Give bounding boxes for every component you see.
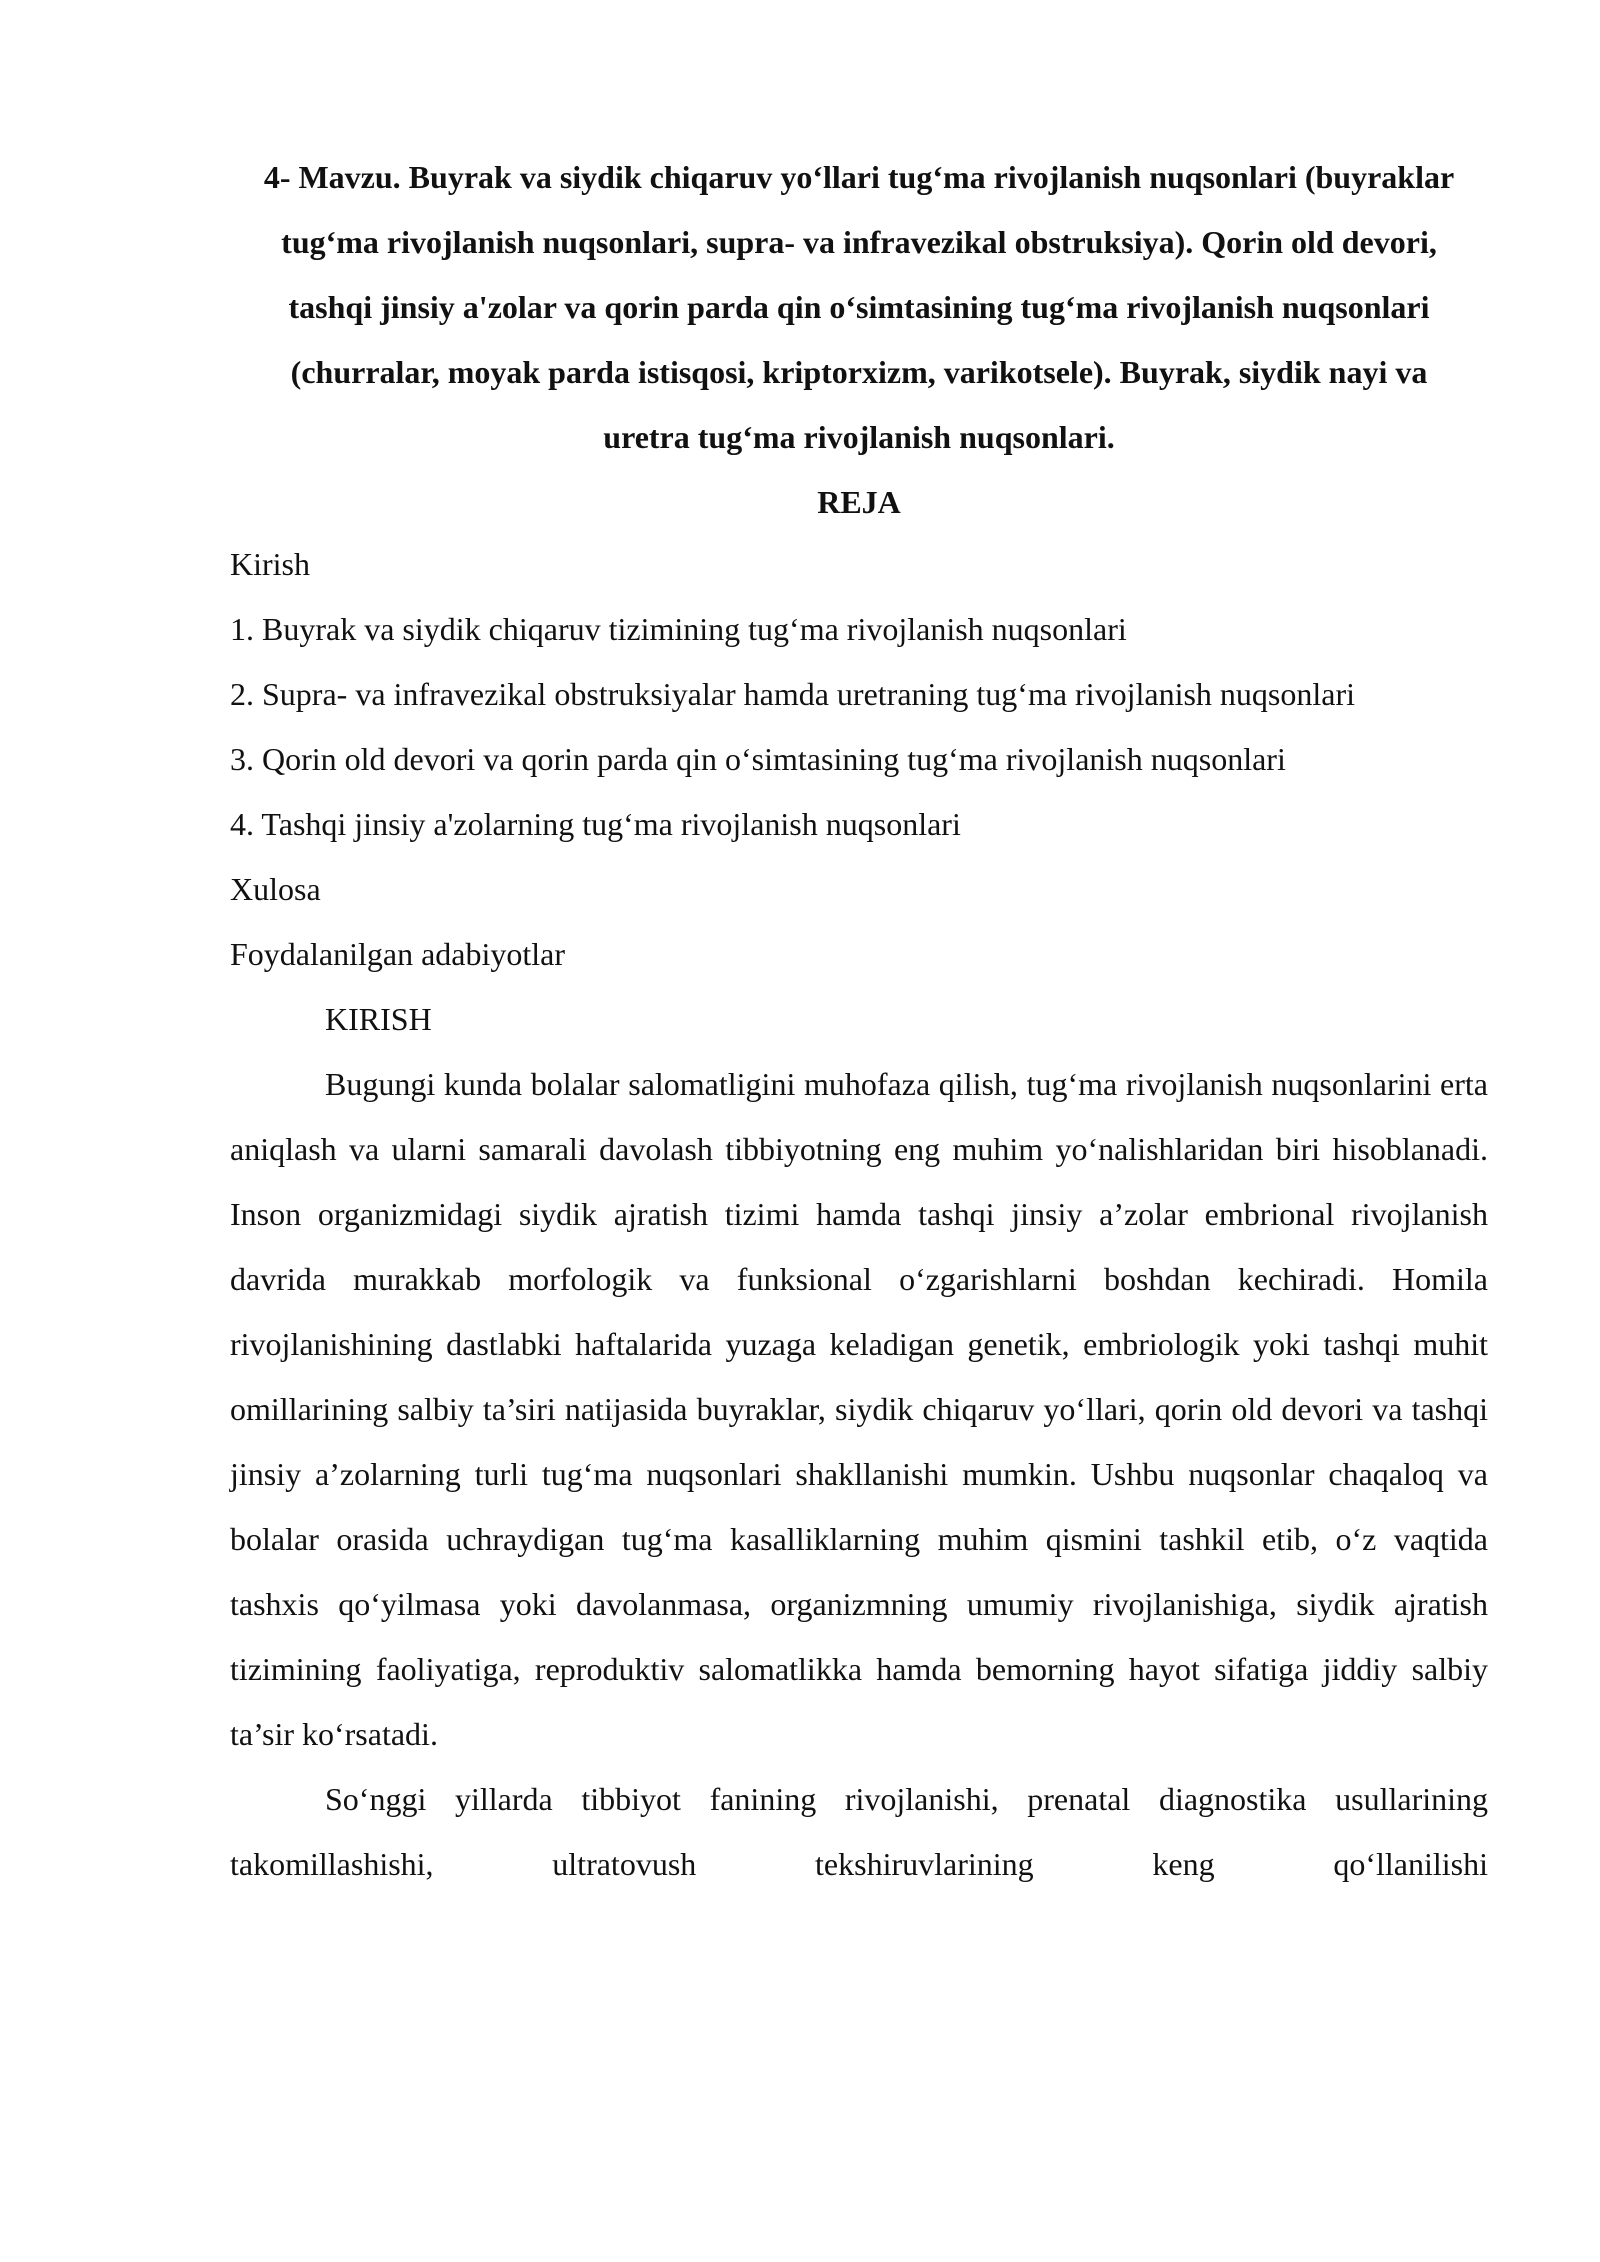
section-heading-intro: KIRISH <box>325 1001 432 1037</box>
intro-paragraph-2: So‘nggi yillarda tibbiyot fanining rivojlanishi, prenatal diagnostika usullarining takomillashishi, ultratovush tekshiruvlarining keng qo‘llanilishi <box>230 1781 1488 1882</box>
plan-item-3: 3. Qorin old devori va qorin parda qin o‘simtasining tug‘ma rivojlanish nuqsonlari <box>230 741 1286 777</box>
plan-list <box>230 532 1488 987</box>
document-page <box>230 145 1488 1897</box>
plan-item-2: 2. Supra- va infravezikal obstruksiyalar hamda uretraning tug‘ma rivojlanish nuqsonlari <box>230 676 1356 712</box>
plan-item-4: 4. Tashqi jinsiy a'zolarning tug‘ma rivojlanish nuqsonlari <box>230 806 961 842</box>
plan-item-1: 1. Buyrak va siydik chiqaruv tizimining tug‘ma rivojlanish nuqsonlari <box>230 611 1127 647</box>
plan-item-conclusion: Xulosa <box>230 871 321 907</box>
document-title: 4- Mavzu. Buyrak va siydik chiqaruv yo‘llari tug‘ma rivojlanish nuqsonlari (buyraklar tug‘ma rivojlanish nuqsonlari, supra- va infravezikal obstruksiya). Qorin old devori, tashqi jinsiy a'zolar va qorin parda qin o‘simtasining tug‘ma rivojlanish nuqsonlari (churralar, moyak parda istisqosi, kriptorxizm, varikotsele). Buyrak, siydik nayi va uretra tug‘ma rivojlanish nuqsonlari. <box>263 159 1455 455</box>
plan-heading: REJA <box>817 484 901 520</box>
plan-item-references: Foydalanilgan adabiyotlar <box>230 936 566 972</box>
plan-item-intro: Kirish <box>230 546 310 582</box>
intro-paragraph-1: Bugungi kunda bolalar salomatligini muhofaza qilish, tug‘ma rivojlanish nuqsonlarini erta aniqlash va ularni samarali davolash tibbiyotning eng muhim yo‘nalishlaridan biri hisoblanadi. Inson organizmidagi siydik ajratish tizimi hamda tashqi jinsiy a’zolar embrional rivojlanish davrida murakkab morfologik va funksional o‘zgarishlarni boshdan kechiradi. Homila rivojlanishining dastlabki haftalarida yuzaga keladigan genetik, embriologik yoki tashqi muhit omillarining salbiy ta’siri natijasida buyraklar, siydik chiqaruv yo‘llari, qorin old devori va tashqi jinsiy a’zolarning turli tug‘ma nuqsonlari shakllanishi mumkin. Ushbu nuqsonlar chaqaloq va bolalar orasida uchraydigan tug‘ma kasalliklarning muhim qismini tashkil etib, o‘z vaqtida tashxis qo‘yilmasa yoki davolanmasa, organizmning umumiy rivojlanishiga, siydik ajratish tizimining faoliyatiga, reproduktiv salomatlikka hamda bemorning hayot sifatiga jiddiy salbiy ta’sir ko‘rsatadi. <box>230 1066 1488 1752</box>
